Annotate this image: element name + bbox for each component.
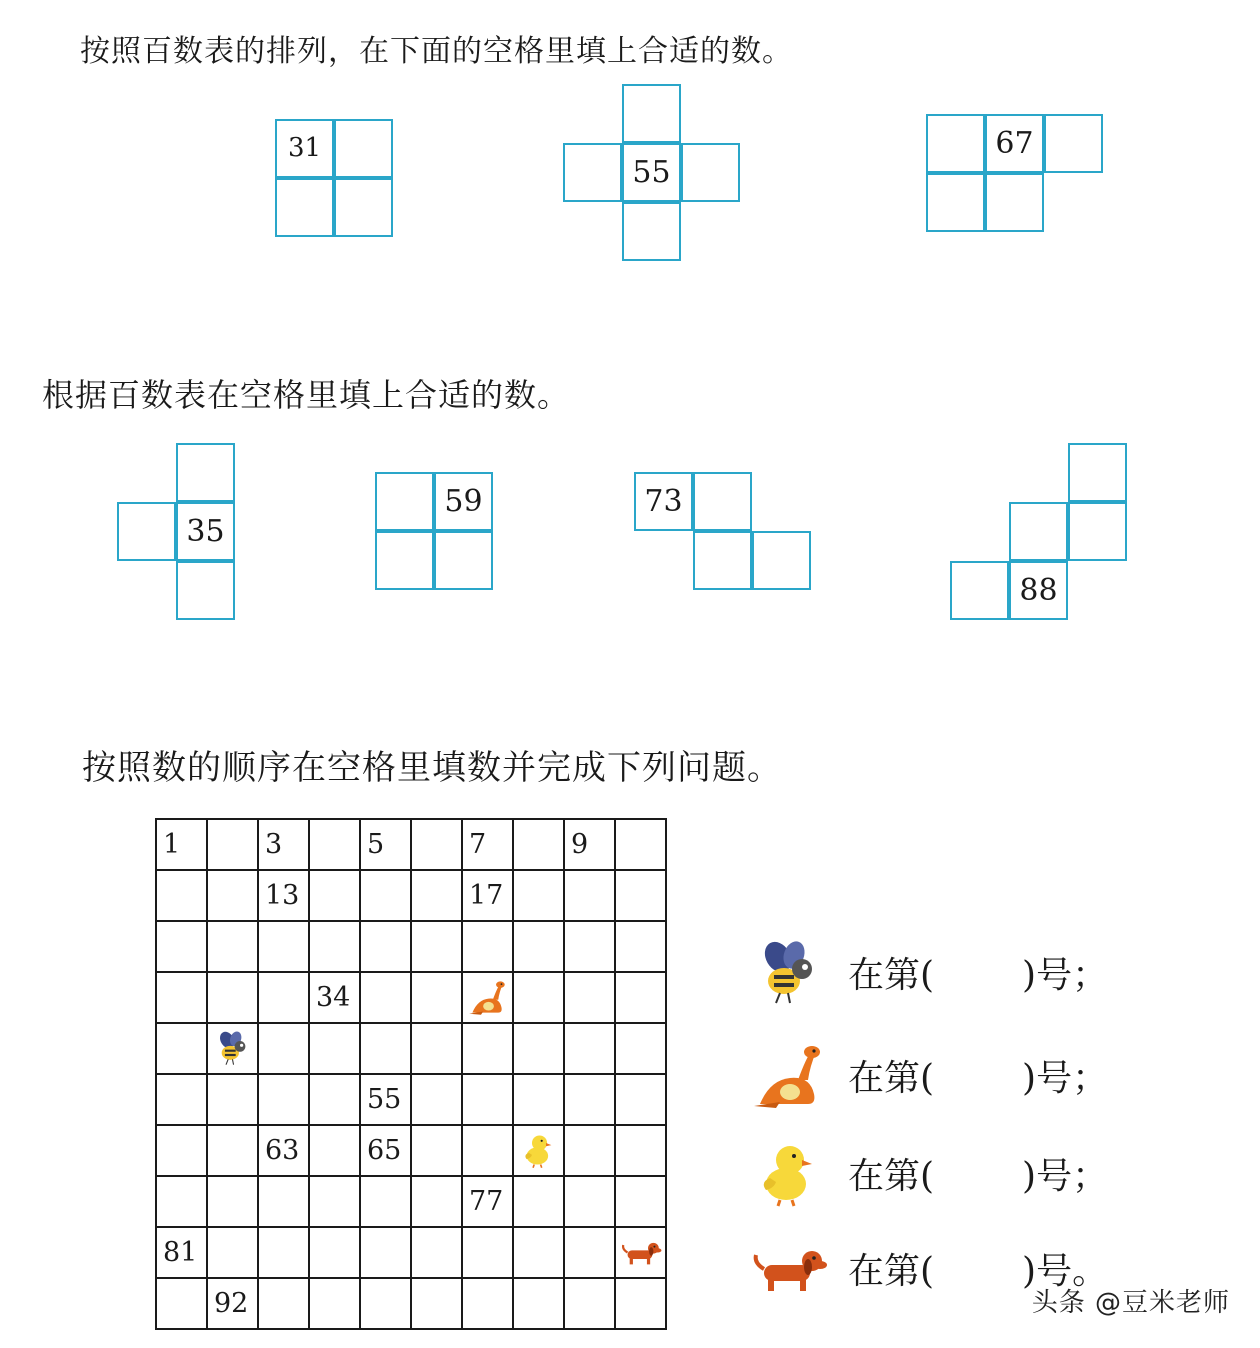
table-cell[interactable] (258, 972, 309, 1023)
table-cell[interactable] (615, 1023, 666, 1074)
table-cell[interactable] (513, 870, 564, 921)
table-cell[interactable] (564, 921, 615, 972)
table-cell[interactable] (615, 819, 666, 870)
table-cell[interactable] (207, 1023, 258, 1074)
table-cell: 5 (360, 819, 411, 870)
answer-cell[interactable] (176, 443, 235, 502)
given-cell: 67 (985, 114, 1044, 173)
table-cell[interactable] (564, 1227, 615, 1278)
table-cell[interactable] (564, 972, 615, 1023)
answer-cell[interactable] (681, 143, 740, 202)
chick-icon (750, 1138, 828, 1208)
table-cell[interactable] (411, 921, 462, 972)
answer-cell[interactable] (1044, 114, 1103, 173)
table-cell[interactable] (207, 1125, 258, 1176)
bee-icon (212, 1028, 254, 1068)
table-row (156, 1227, 666, 1278)
table-cell[interactable] (462, 1227, 513, 1278)
answer-cell[interactable] (693, 531, 752, 590)
table-cell: 81 (156, 1227, 207, 1278)
question-suffix: )号。 (1022, 1250, 1109, 1292)
table-cell[interactable] (615, 870, 666, 921)
table-cell[interactable] (309, 1125, 360, 1176)
question-suffix: )号； (1022, 1155, 1109, 1197)
answer-cell[interactable] (117, 502, 176, 561)
table-row (156, 1074, 666, 1125)
table-cell[interactable] (513, 1125, 564, 1176)
question-prefix: 在第( (848, 1155, 935, 1197)
table-cell: 3 (258, 819, 309, 870)
table-cell: 65 (360, 1125, 411, 1176)
table-cell[interactable] (411, 1074, 462, 1125)
answer-cell[interactable] (1009, 502, 1068, 561)
table-cell[interactable] (360, 1023, 411, 1074)
table-cell[interactable] (207, 1176, 258, 1227)
table-cell: 9 (564, 819, 615, 870)
watermark: 头条 @豆米老师 (1031, 1288, 1230, 1318)
table-cell[interactable] (564, 1074, 615, 1125)
table-cell[interactable] (360, 1278, 411, 1329)
bee-icon (750, 937, 828, 1007)
answer-cell[interactable] (334, 119, 393, 178)
table-row (156, 1023, 666, 1074)
table-row (156, 1278, 666, 1329)
answer-cell[interactable] (375, 472, 434, 531)
table-cell[interactable] (615, 1074, 666, 1125)
hundred-chart-table (155, 818, 667, 1330)
table-cell[interactable] (360, 870, 411, 921)
table-cell: 34 (309, 972, 360, 1023)
answer-cell[interactable] (375, 531, 434, 590)
given-cell: 31 (275, 119, 334, 178)
table-cell[interactable] (156, 1176, 207, 1227)
table-cell: 92 (207, 1278, 258, 1329)
table-cell[interactable] (513, 819, 564, 870)
given-cell: 73 (634, 472, 693, 531)
table-cell[interactable] (309, 1227, 360, 1278)
section2-heading: 根据百数表在空格里填上合适的数。 (42, 376, 571, 414)
answer-cell[interactable] (985, 173, 1044, 232)
table-cell[interactable] (615, 921, 666, 972)
question-prefix: 在第( (848, 1250, 935, 1292)
table-cell[interactable] (156, 921, 207, 972)
given-cell: 55 (622, 143, 681, 202)
table-cell[interactable] (207, 1074, 258, 1125)
table-cell[interactable] (156, 972, 207, 1023)
table-cell[interactable] (411, 1125, 462, 1176)
table-cell[interactable] (258, 921, 309, 972)
table-cell[interactable] (615, 1227, 666, 1278)
table-cell[interactable] (360, 972, 411, 1023)
section1-heading: 按照百数表的排列，在下面的空格里填上合适的数。 (80, 34, 793, 69)
table-cell[interactable] (360, 1227, 411, 1278)
table-cell[interactable] (258, 1074, 309, 1125)
table-cell[interactable] (258, 1023, 309, 1074)
table-cell: 7 (462, 819, 513, 870)
table-cell[interactable] (615, 1125, 666, 1176)
table-cell[interactable] (360, 921, 411, 972)
table-cell[interactable] (207, 972, 258, 1023)
table-cell[interactable] (309, 870, 360, 921)
answer-cell[interactable] (926, 173, 985, 232)
table-cell[interactable] (462, 1023, 513, 1074)
table-cell[interactable] (309, 1278, 360, 1329)
question-suffix: )号； (1022, 954, 1109, 996)
table-cell: 17 (462, 870, 513, 921)
table-cell[interactable] (513, 1176, 564, 1227)
answer-cell[interactable] (950, 561, 1009, 620)
table-cell[interactable] (513, 1227, 564, 1278)
answer-cell[interactable] (622, 84, 681, 143)
question-row (750, 1138, 1108, 1208)
table-cell[interactable] (564, 1125, 615, 1176)
table-cell[interactable] (411, 870, 462, 921)
answer-cell[interactable] (563, 143, 622, 202)
table-cell[interactable] (615, 972, 666, 1023)
answer-cell[interactable] (176, 561, 235, 620)
table-cell[interactable] (309, 921, 360, 972)
table-cell[interactable] (156, 1074, 207, 1125)
table-row (156, 972, 666, 1023)
table-cell[interactable] (513, 972, 564, 1023)
answer-cell[interactable] (622, 202, 681, 261)
answer-cell[interactable] (1068, 502, 1127, 561)
table-cell[interactable] (309, 1074, 360, 1125)
answer-cell[interactable] (752, 531, 811, 590)
table-cell[interactable] (564, 1176, 615, 1227)
chick-icon (518, 1130, 560, 1170)
given-cell: 35 (176, 502, 235, 561)
dog-icon (750, 1233, 828, 1303)
table-cell[interactable] (156, 1125, 207, 1176)
question-prefix: 在第( (848, 954, 935, 996)
table-cell[interactable] (156, 1278, 207, 1329)
table-cell[interactable] (462, 921, 513, 972)
table-cell[interactable] (564, 1278, 615, 1329)
table-cell[interactable] (258, 1227, 309, 1278)
table-cell: 1 (156, 819, 207, 870)
table-cell[interactable] (513, 921, 564, 972)
table-cell[interactable] (411, 972, 462, 1023)
table-cell[interactable] (462, 1278, 513, 1329)
table-cell: 55 (360, 1074, 411, 1125)
table-cell[interactable] (309, 819, 360, 870)
table-cell[interactable] (156, 1023, 207, 1074)
table-cell[interactable] (513, 1023, 564, 1074)
table-cell[interactable] (462, 972, 513, 1023)
question-suffix: )号； (1022, 1057, 1109, 1099)
answer-cell[interactable] (1068, 443, 1127, 502)
table-row (156, 870, 666, 921)
table-cell[interactable] (156, 870, 207, 921)
table-cell[interactable] (207, 921, 258, 972)
table-cell[interactable] (564, 1023, 615, 1074)
table-cell[interactable] (411, 1023, 462, 1074)
dog-icon (620, 1232, 662, 1272)
answer-cell[interactable] (693, 472, 752, 531)
table-cell[interactable] (462, 1074, 513, 1125)
table-cell[interactable] (513, 1278, 564, 1329)
answer-cell[interactable] (275, 178, 334, 237)
table-cell: 77 (462, 1176, 513, 1227)
table-cell[interactable] (411, 819, 462, 870)
table-cell: 13 (258, 870, 309, 921)
given-cell: 88 (1009, 561, 1068, 620)
table-cell[interactable] (462, 1125, 513, 1176)
table-cell[interactable] (513, 1074, 564, 1125)
question-row (750, 937, 1108, 1007)
table-row (156, 1125, 666, 1176)
table-cell[interactable] (564, 870, 615, 921)
answer-cell[interactable] (334, 178, 393, 237)
table-cell[interactable] (411, 1176, 462, 1227)
table-cell[interactable] (411, 1227, 462, 1278)
table-row (156, 921, 666, 972)
section3-heading: 按照数的顺序在空格里填数并完成下列问题。 (82, 748, 782, 788)
table-cell[interactable] (615, 1176, 666, 1227)
table-row (156, 819, 666, 870)
table-cell[interactable] (309, 1023, 360, 1074)
table-cell[interactable] (411, 1278, 462, 1329)
question-prefix: 在第( (848, 1057, 935, 1099)
table-cell[interactable] (360, 1176, 411, 1227)
given-cell: 59 (434, 472, 493, 531)
table-cell[interactable] (258, 1278, 309, 1329)
table-cell[interactable] (309, 1176, 360, 1227)
kangaroo-icon (750, 1040, 828, 1110)
table-cell[interactable] (258, 1176, 309, 1227)
question-row (750, 1040, 1108, 1110)
table-cell[interactable] (207, 819, 258, 870)
kangaroo-icon (467, 977, 509, 1017)
table-cell[interactable] (207, 1227, 258, 1278)
answer-cell[interactable] (926, 114, 985, 173)
table-cell[interactable] (207, 870, 258, 921)
table-cell: 63 (258, 1125, 309, 1176)
table-cell[interactable] (615, 1278, 666, 1329)
table-row (156, 1176, 666, 1227)
answer-cell[interactable] (434, 531, 493, 590)
